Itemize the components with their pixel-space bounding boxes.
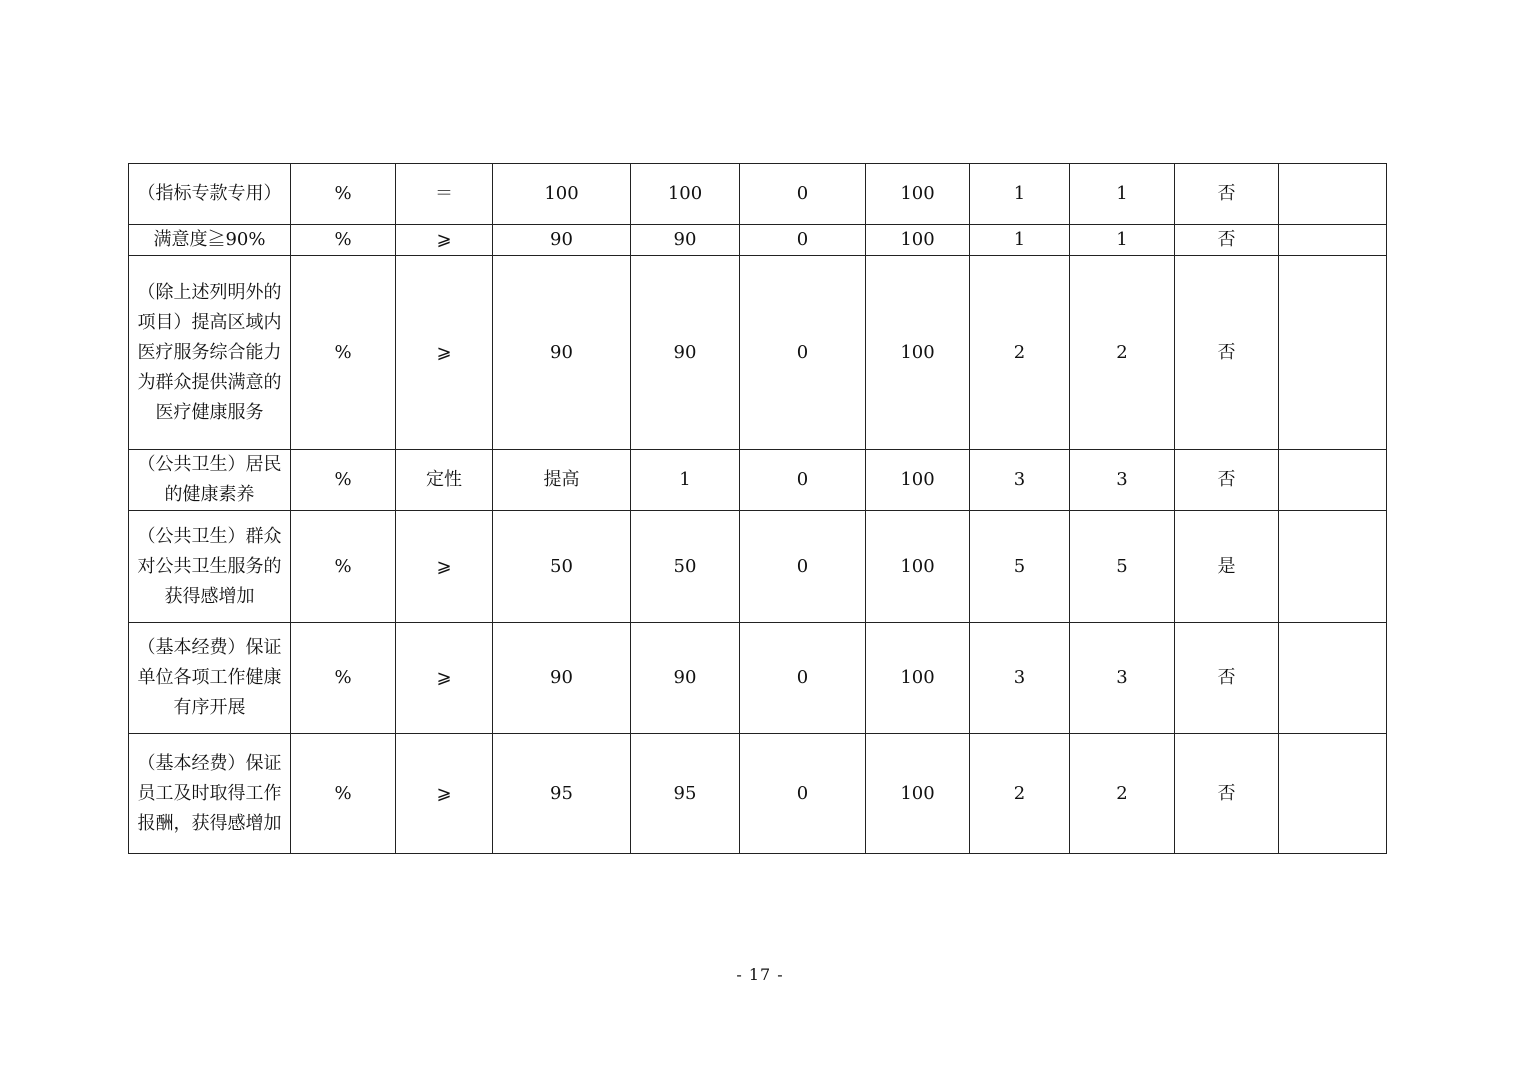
flag-cell: 否	[1175, 164, 1279, 225]
score-cell: 2	[1070, 734, 1175, 854]
value-cell: 0	[740, 511, 866, 623]
target-value-cell: 90	[493, 623, 631, 734]
operator-cell: ⩾	[396, 511, 493, 623]
value-cell: 0	[740, 450, 866, 511]
table-row	[129, 256, 1387, 450]
weight-cell: 2	[970, 734, 1070, 854]
unit-cell: %	[291, 256, 396, 450]
indicator-cell: （公共卫生）居民的健康素养	[129, 450, 291, 511]
weight-cell: 3	[970, 623, 1070, 734]
unit-cell: %	[291, 225, 396, 256]
target-value-cell: 提高	[493, 450, 631, 511]
unit-cell: %	[291, 450, 396, 511]
value-cell: 100	[866, 450, 970, 511]
score-cell: 1	[1070, 225, 1175, 256]
flag-cell: 否	[1175, 734, 1279, 854]
actual-value-cell: 1	[631, 450, 740, 511]
operator-cell: ⩾	[396, 256, 493, 450]
target-value-cell: 90	[493, 256, 631, 450]
operator-cell: ⩾	[396, 623, 493, 734]
note-cell	[1279, 225, 1387, 256]
weight-cell: 1	[970, 225, 1070, 256]
score-cell: 1	[1070, 164, 1175, 225]
flag-cell: 否	[1175, 225, 1279, 256]
unit-cell: %	[291, 511, 396, 623]
indicator-cell: （除上述列明外的项目）提高区域内医疗服务综合能力为群众提供满意的医疗健康服务	[129, 256, 291, 450]
table-row	[129, 511, 1387, 623]
table-row	[129, 623, 1387, 734]
value-cell: 0	[740, 256, 866, 450]
value-cell: 0	[740, 734, 866, 854]
value-cell: 100	[866, 164, 970, 225]
value-cell: 0	[740, 623, 866, 734]
indicator-cell: 满意度≧90%	[129, 225, 291, 256]
value-cell: 100	[866, 734, 970, 854]
score-cell: 5	[1070, 511, 1175, 623]
table-row	[129, 164, 1387, 225]
note-cell	[1279, 450, 1387, 511]
operator-cell: ＝	[396, 164, 493, 225]
actual-value-cell: 90	[631, 225, 740, 256]
unit-cell: %	[291, 734, 396, 854]
operator-cell: ⩾	[396, 734, 493, 854]
table-row	[129, 734, 1387, 854]
weight-cell: 1	[970, 164, 1070, 225]
weight-cell: 5	[970, 511, 1070, 623]
value-cell: 100	[866, 623, 970, 734]
value-cell: 100	[866, 256, 970, 450]
flag-cell: 否	[1175, 623, 1279, 734]
actual-value-cell: 50	[631, 511, 740, 623]
score-cell: 2	[1070, 256, 1175, 450]
note-cell	[1279, 623, 1387, 734]
note-cell	[1279, 164, 1387, 225]
table-row	[129, 450, 1387, 511]
target-value-cell: 50	[493, 511, 631, 623]
value-cell: 100	[866, 511, 970, 623]
value-cell: 100	[866, 225, 970, 256]
weight-cell: 2	[970, 256, 1070, 450]
score-cell: 3	[1070, 450, 1175, 511]
value-cell: 0	[740, 225, 866, 256]
note-cell	[1279, 734, 1387, 854]
indicator-cell: （公共卫生）群众对公共卫生服务的获得感增加	[129, 511, 291, 623]
performance-indicator-table	[128, 163, 1387, 854]
actual-value-cell: 95	[631, 734, 740, 854]
page-number: - 17 -	[736, 965, 784, 984]
indicator-cell: （基本经费）保证单位各项工作健康有序开展	[129, 623, 291, 734]
target-value-cell: 100	[493, 164, 631, 225]
value-cell: 0	[740, 164, 866, 225]
indicator-cell: （指标专款专用）	[129, 164, 291, 225]
target-value-cell: 90	[493, 225, 631, 256]
flag-cell: 否	[1175, 256, 1279, 450]
target-value-cell: 95	[493, 734, 631, 854]
flag-cell: 是	[1175, 511, 1279, 623]
operator-cell: 定性	[396, 450, 493, 511]
indicator-cell: （基本经费）保证员工及时取得工作报酬，获得感增加	[129, 734, 291, 854]
note-cell	[1279, 511, 1387, 623]
actual-value-cell: 100	[631, 164, 740, 225]
flag-cell: 否	[1175, 450, 1279, 511]
operator-cell: ⩾	[396, 225, 493, 256]
score-cell: 3	[1070, 623, 1175, 734]
unit-cell: %	[291, 164, 396, 225]
unit-cell: %	[291, 623, 396, 734]
weight-cell: 3	[970, 450, 1070, 511]
actual-value-cell: 90	[631, 623, 740, 734]
actual-value-cell: 90	[631, 256, 740, 450]
table-row	[129, 225, 1387, 256]
note-cell	[1279, 256, 1387, 450]
